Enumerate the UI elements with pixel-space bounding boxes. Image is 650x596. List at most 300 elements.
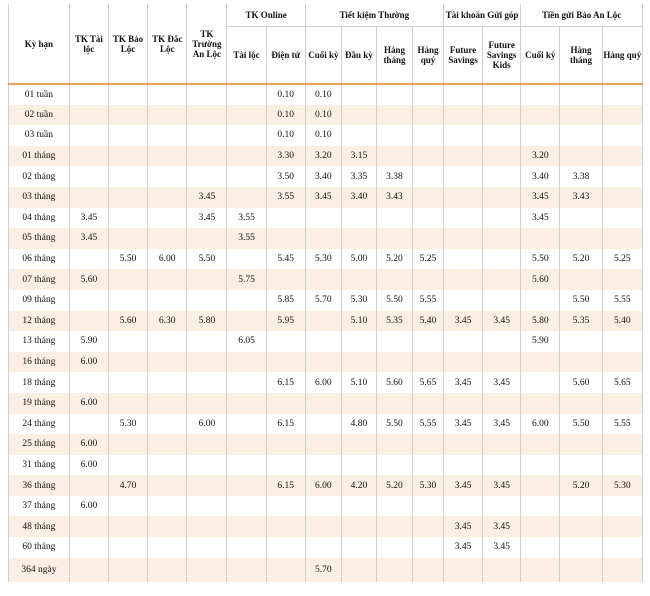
rate-cell	[305, 393, 341, 414]
rate-cell	[266, 228, 305, 249]
rate-cell	[148, 516, 187, 537]
rate-cell	[521, 372, 560, 393]
rate-cell	[376, 496, 412, 517]
rate-cell	[305, 352, 341, 373]
rate-cell	[108, 228, 147, 249]
rate-cell	[108, 105, 147, 126]
rate-cell: 5.90	[69, 331, 108, 352]
rate-cell: 0.10	[266, 84, 305, 105]
rate-cell	[376, 434, 412, 455]
table-row	[9, 558, 643, 582]
rate-cell: 6.15	[266, 475, 305, 496]
rate-cell	[521, 496, 560, 517]
table-row	[9, 290, 643, 311]
rate-cell: 3.45	[305, 187, 341, 208]
header-group-tk-online: TK Online	[227, 4, 305, 27]
rate-cell	[602, 146, 642, 167]
rate-cell	[108, 352, 147, 373]
rate-cell	[108, 331, 147, 352]
rate-cell: 3.55	[227, 208, 266, 229]
rate-cell	[148, 269, 187, 290]
rate-cell	[602, 208, 642, 229]
rate-cell	[413, 496, 444, 517]
rate-cell	[602, 187, 642, 208]
rate-cell	[148, 331, 187, 352]
rate-cell: 3.40	[305, 166, 341, 187]
table-row	[9, 331, 643, 352]
rate-cell	[413, 393, 444, 414]
rate-cell	[443, 269, 482, 290]
rate-cell: 3.40	[341, 187, 376, 208]
rate-cell: 3.40	[521, 166, 560, 187]
rate-cell	[443, 455, 482, 476]
rate-cell	[413, 537, 444, 558]
rate-cell	[69, 290, 108, 311]
header-tk-tai-loc: TK Tài lộc	[69, 4, 108, 84]
rate-cell	[521, 105, 560, 126]
rate-cell	[521, 125, 560, 146]
rate-cell	[483, 393, 521, 414]
rate-cell	[483, 166, 521, 187]
rate-cell	[187, 475, 227, 496]
rate-cell	[560, 537, 602, 558]
row-term: 60 tháng	[9, 537, 70, 558]
subheader-future-savings-kids: Future Savings Kids	[483, 27, 521, 85]
rate-cell: 6.00	[69, 352, 108, 373]
rate-cell	[443, 125, 482, 146]
rate-cell	[413, 146, 444, 167]
table-row	[9, 269, 643, 290]
table-row	[9, 105, 643, 126]
rate-cell	[341, 105, 376, 126]
rate-cell	[69, 558, 108, 582]
rate-cell	[227, 187, 266, 208]
table-row	[9, 228, 643, 249]
row-term: 04 tháng	[9, 208, 70, 229]
rate-cell	[443, 290, 482, 311]
rate-cell	[266, 558, 305, 582]
rate-cell	[187, 269, 227, 290]
subheader-thuong-cuoi-ky: Cuối kỳ	[305, 27, 341, 85]
rate-cell: 5.65	[602, 372, 642, 393]
rate-cell	[560, 558, 602, 582]
row-term: 05 tháng	[9, 228, 70, 249]
rate-cell	[376, 228, 412, 249]
rate-cell: 5.95	[266, 311, 305, 332]
rate-cell	[602, 228, 642, 249]
rate-cell: 3.45	[483, 537, 521, 558]
rate-cell	[521, 228, 560, 249]
rate-cell	[305, 228, 341, 249]
rate-cell: 4.80	[341, 414, 376, 435]
rate-cell	[602, 393, 642, 414]
rate-cell	[602, 537, 642, 558]
row-term: 16 tháng	[9, 352, 70, 373]
rate-cell	[108, 290, 147, 311]
rate-cell	[443, 105, 482, 126]
rate-cell	[148, 84, 187, 105]
rate-cell: 3.45	[483, 516, 521, 537]
table-row	[9, 187, 643, 208]
rate-cell	[187, 166, 227, 187]
row-term: 19 tháng	[9, 393, 70, 414]
rate-cell: 4.20	[341, 475, 376, 496]
rate-cell	[148, 475, 187, 496]
rate-cell	[227, 516, 266, 537]
rate-cell	[187, 558, 227, 582]
rate-cell	[266, 208, 305, 229]
rate-cell: 6.15	[266, 414, 305, 435]
rate-cell: 3.45	[69, 228, 108, 249]
rate-cell: 5.80	[521, 311, 560, 332]
rate-cell: 5.35	[376, 311, 412, 332]
subheader-future-savings: Future Savings	[443, 27, 482, 85]
rate-cell	[108, 537, 147, 558]
rate-cell	[148, 496, 187, 517]
rate-cell	[521, 455, 560, 476]
rate-cell	[413, 125, 444, 146]
rate-cell	[521, 537, 560, 558]
rate-cell	[483, 208, 521, 229]
rate-cell	[148, 393, 187, 414]
subheader-thuong-hang-thang: Hàng tháng	[376, 27, 412, 85]
rate-cell	[227, 125, 266, 146]
rate-cell	[341, 331, 376, 352]
rate-cell: 3.45	[443, 475, 482, 496]
rate-cell: 3.45	[521, 208, 560, 229]
header-group-tai-khoan-gui-gop: Tài khoản Gửi góp	[443, 4, 520, 27]
rate-cell	[69, 414, 108, 435]
rate-cell	[413, 558, 444, 582]
rate-cell	[148, 372, 187, 393]
rate-cell: 5.65	[413, 372, 444, 393]
rate-cell: 4.70	[108, 475, 147, 496]
rate-cell	[602, 434, 642, 455]
rate-cell: 3.45	[443, 537, 482, 558]
rate-cell	[443, 228, 482, 249]
subheader-online-tai-loc: Tài lộc	[227, 27, 266, 85]
rate-cell	[413, 84, 444, 105]
rate-cell	[108, 84, 147, 105]
rate-cell	[341, 537, 376, 558]
rate-cell: 5.50	[187, 249, 227, 270]
rate-cell	[443, 84, 482, 105]
rate-cell	[521, 393, 560, 414]
rate-cell	[443, 146, 482, 167]
rate-cell: 5.30	[341, 290, 376, 311]
header-tk-dac-loc: TK Đắc Lộc	[148, 4, 187, 84]
rate-cell	[602, 455, 642, 476]
rate-cell: 3.45	[443, 372, 482, 393]
rate-cell	[483, 84, 521, 105]
rate-cell: 6.15	[266, 372, 305, 393]
rate-cell: 6.00	[69, 393, 108, 414]
rate-cell	[148, 290, 187, 311]
rate-cell	[108, 558, 147, 582]
rate-cell	[443, 496, 482, 517]
rate-cell	[560, 125, 602, 146]
row-term: 03 tuần	[9, 125, 70, 146]
rate-cell	[187, 455, 227, 476]
rate-cell	[69, 187, 108, 208]
rate-cell	[413, 331, 444, 352]
rate-cell	[187, 84, 227, 105]
rate-cell	[69, 125, 108, 146]
rate-cell: 5.90	[521, 331, 560, 352]
table-row	[9, 516, 643, 537]
rate-cell: 5.75	[227, 269, 266, 290]
rate-cell	[266, 455, 305, 476]
rate-cell: 5.45	[266, 249, 305, 270]
rate-cell	[341, 208, 376, 229]
rate-cell: 5.20	[376, 475, 412, 496]
rate-cell	[413, 434, 444, 455]
rate-cell	[108, 393, 147, 414]
rate-cell: 5.35	[560, 311, 602, 332]
subheader-bao-an-cuoi-ky: Cuối kỳ	[521, 27, 560, 85]
rate-cell: 5.20	[560, 475, 602, 496]
header-group-tien-gui-bao-an-loc: Tiền gửi Bảo An Lộc	[521, 4, 643, 27]
row-term: 36 tháng	[9, 475, 70, 496]
rate-cell	[227, 372, 266, 393]
rate-cell	[227, 393, 266, 414]
rate-cell: 6.00	[69, 434, 108, 455]
rate-cell	[266, 352, 305, 373]
rate-cell	[443, 558, 482, 582]
rate-cell: 6.05	[227, 331, 266, 352]
row-term: 37 tháng	[9, 496, 70, 517]
row-term: 18 tháng	[9, 372, 70, 393]
rate-cell	[148, 105, 187, 126]
rate-cell: 5.25	[413, 249, 444, 270]
rate-cell	[602, 269, 642, 290]
rate-cell	[560, 331, 602, 352]
rate-cell: 5.85	[266, 290, 305, 311]
header-term: Kỳ hạn	[9, 4, 70, 84]
rate-cell	[266, 393, 305, 414]
rate-cell	[187, 496, 227, 517]
row-term: 01 tuần	[9, 84, 70, 105]
rate-cell	[443, 249, 482, 270]
rate-cell	[148, 166, 187, 187]
rate-cell	[483, 434, 521, 455]
rate-cell	[148, 455, 187, 476]
rate-cell	[108, 372, 147, 393]
rate-cell	[108, 455, 147, 476]
rate-cell	[341, 455, 376, 476]
row-term: 31 tháng	[9, 455, 70, 476]
rate-cell	[187, 125, 227, 146]
rate-cell	[341, 516, 376, 537]
rate-cell	[521, 352, 560, 373]
rate-cell	[376, 558, 412, 582]
rate-cell	[602, 516, 642, 537]
rate-cell: 3.20	[521, 146, 560, 167]
rate-cell	[148, 208, 187, 229]
rate-cell	[560, 352, 602, 373]
rate-cell	[227, 249, 266, 270]
rate-cell	[305, 496, 341, 517]
rate-cell	[148, 537, 187, 558]
row-term: 02 tháng	[9, 166, 70, 187]
rate-cell	[305, 269, 341, 290]
rate-cell	[148, 434, 187, 455]
rate-cell	[560, 228, 602, 249]
rate-cell: 3.45	[187, 208, 227, 229]
rate-cell	[69, 249, 108, 270]
rate-cell	[521, 290, 560, 311]
rate-cell: 5.40	[602, 311, 642, 332]
rate-cell	[69, 537, 108, 558]
rate-cell: 6.00	[69, 455, 108, 476]
rate-cell	[483, 558, 521, 582]
subheader-bao-an-hang-thang: Hàng tháng	[560, 27, 602, 85]
rate-cell: 5.80	[187, 311, 227, 332]
row-term: 12 tháng	[9, 311, 70, 332]
rate-cell: 5.70	[305, 290, 341, 311]
rate-cell: 3.20	[305, 146, 341, 167]
rate-cell	[148, 125, 187, 146]
rate-cell	[560, 269, 602, 290]
row-term: 07 tháng	[9, 269, 70, 290]
rate-cell	[483, 228, 521, 249]
rate-cell	[560, 434, 602, 455]
rate-cell: 3.45	[483, 372, 521, 393]
rate-cell: 5.50	[376, 290, 412, 311]
rate-cell: 5.50	[560, 290, 602, 311]
rate-cell: 3.50	[266, 166, 305, 187]
table-row	[9, 496, 643, 517]
rate-cell	[227, 146, 266, 167]
header-tk-truong-an-loc: TK Trường An Lộc	[187, 4, 227, 84]
rate-cell	[187, 331, 227, 352]
rate-cell	[305, 208, 341, 229]
row-term: 13 tháng	[9, 331, 70, 352]
rate-cell: 5.70	[305, 558, 341, 582]
rate-cell	[227, 166, 266, 187]
rate-cell	[341, 84, 376, 105]
rate-cell	[341, 228, 376, 249]
rate-cell: 5.60	[376, 372, 412, 393]
rate-cell	[376, 105, 412, 126]
rate-cell: 3.15	[341, 146, 376, 167]
rate-cell: 3.55	[266, 187, 305, 208]
rate-cell	[602, 125, 642, 146]
rate-cell	[521, 84, 560, 105]
rate-cell	[602, 331, 642, 352]
rate-cell: 5.20	[376, 249, 412, 270]
rate-cell	[602, 558, 642, 582]
rate-cell: 3.45	[443, 516, 482, 537]
rate-cell: 5.50	[521, 249, 560, 270]
table-row	[9, 311, 643, 332]
rate-cell	[187, 393, 227, 414]
rate-cell	[266, 537, 305, 558]
rate-cell: 3.35	[341, 166, 376, 187]
rate-cell	[376, 208, 412, 229]
rate-cell: 3.30	[266, 146, 305, 167]
rate-cell	[305, 516, 341, 537]
rate-cell: 5.30	[305, 249, 341, 270]
row-term: 09 tháng	[9, 290, 70, 311]
rate-cell: 3.45	[483, 475, 521, 496]
rate-cell: 6.00	[305, 372, 341, 393]
rate-cell	[227, 455, 266, 476]
rate-cell	[443, 434, 482, 455]
rate-cell	[187, 352, 227, 373]
rate-cell	[483, 331, 521, 352]
row-term: 48 tháng	[9, 516, 70, 537]
rate-cell	[443, 166, 482, 187]
rate-cell	[227, 496, 266, 517]
rate-cell	[376, 84, 412, 105]
rate-cell: 5.55	[602, 290, 642, 311]
rate-cell	[560, 516, 602, 537]
table-row	[9, 414, 643, 435]
rate-cell	[341, 393, 376, 414]
rate-cell: 5.30	[602, 475, 642, 496]
rate-cell	[187, 290, 227, 311]
rate-cell: 5.10	[341, 311, 376, 332]
rate-cell	[187, 146, 227, 167]
rate-cell	[227, 537, 266, 558]
rate-cell	[376, 455, 412, 476]
rate-cell: 5.50	[108, 249, 147, 270]
rate-cell	[483, 496, 521, 517]
row-term: 03 tháng	[9, 187, 70, 208]
rate-cell	[560, 84, 602, 105]
subheader-online-dien-tu: Điện tử	[266, 27, 305, 85]
row-term: 25 tháng	[9, 434, 70, 455]
rate-cell	[187, 372, 227, 393]
table-row	[9, 249, 643, 270]
rate-cell	[521, 516, 560, 537]
rate-cell: 5.20	[560, 249, 602, 270]
rate-cell	[187, 105, 227, 126]
rate-cell	[376, 352, 412, 373]
rate-cell: 5.30	[108, 414, 147, 435]
rate-cell	[521, 434, 560, 455]
rate-cell	[305, 434, 341, 455]
table-row	[9, 475, 643, 496]
rate-cell	[376, 537, 412, 558]
rate-cell: 3.38	[376, 166, 412, 187]
rate-cell	[560, 105, 602, 126]
rate-cell	[305, 455, 341, 476]
rate-cell	[376, 146, 412, 167]
rate-cell	[413, 166, 444, 187]
rate-cell	[483, 455, 521, 476]
rate-cell	[443, 208, 482, 229]
rate-cell	[69, 84, 108, 105]
rate-cell: 3.45	[443, 414, 482, 435]
rate-cell	[376, 331, 412, 352]
rate-cell	[69, 372, 108, 393]
rate-cell	[227, 475, 266, 496]
rate-cell: 3.38	[560, 166, 602, 187]
rate-cell: 0.10	[305, 105, 341, 126]
rate-cell	[413, 455, 444, 476]
rate-cell	[227, 558, 266, 582]
rate-cell	[602, 84, 642, 105]
rate-cell	[560, 393, 602, 414]
rate-cell	[227, 352, 266, 373]
rate-cell: 6.00	[521, 414, 560, 435]
rate-cell	[483, 146, 521, 167]
rate-cell	[305, 414, 341, 435]
rate-cell: 5.25	[602, 249, 642, 270]
rate-cell	[413, 208, 444, 229]
